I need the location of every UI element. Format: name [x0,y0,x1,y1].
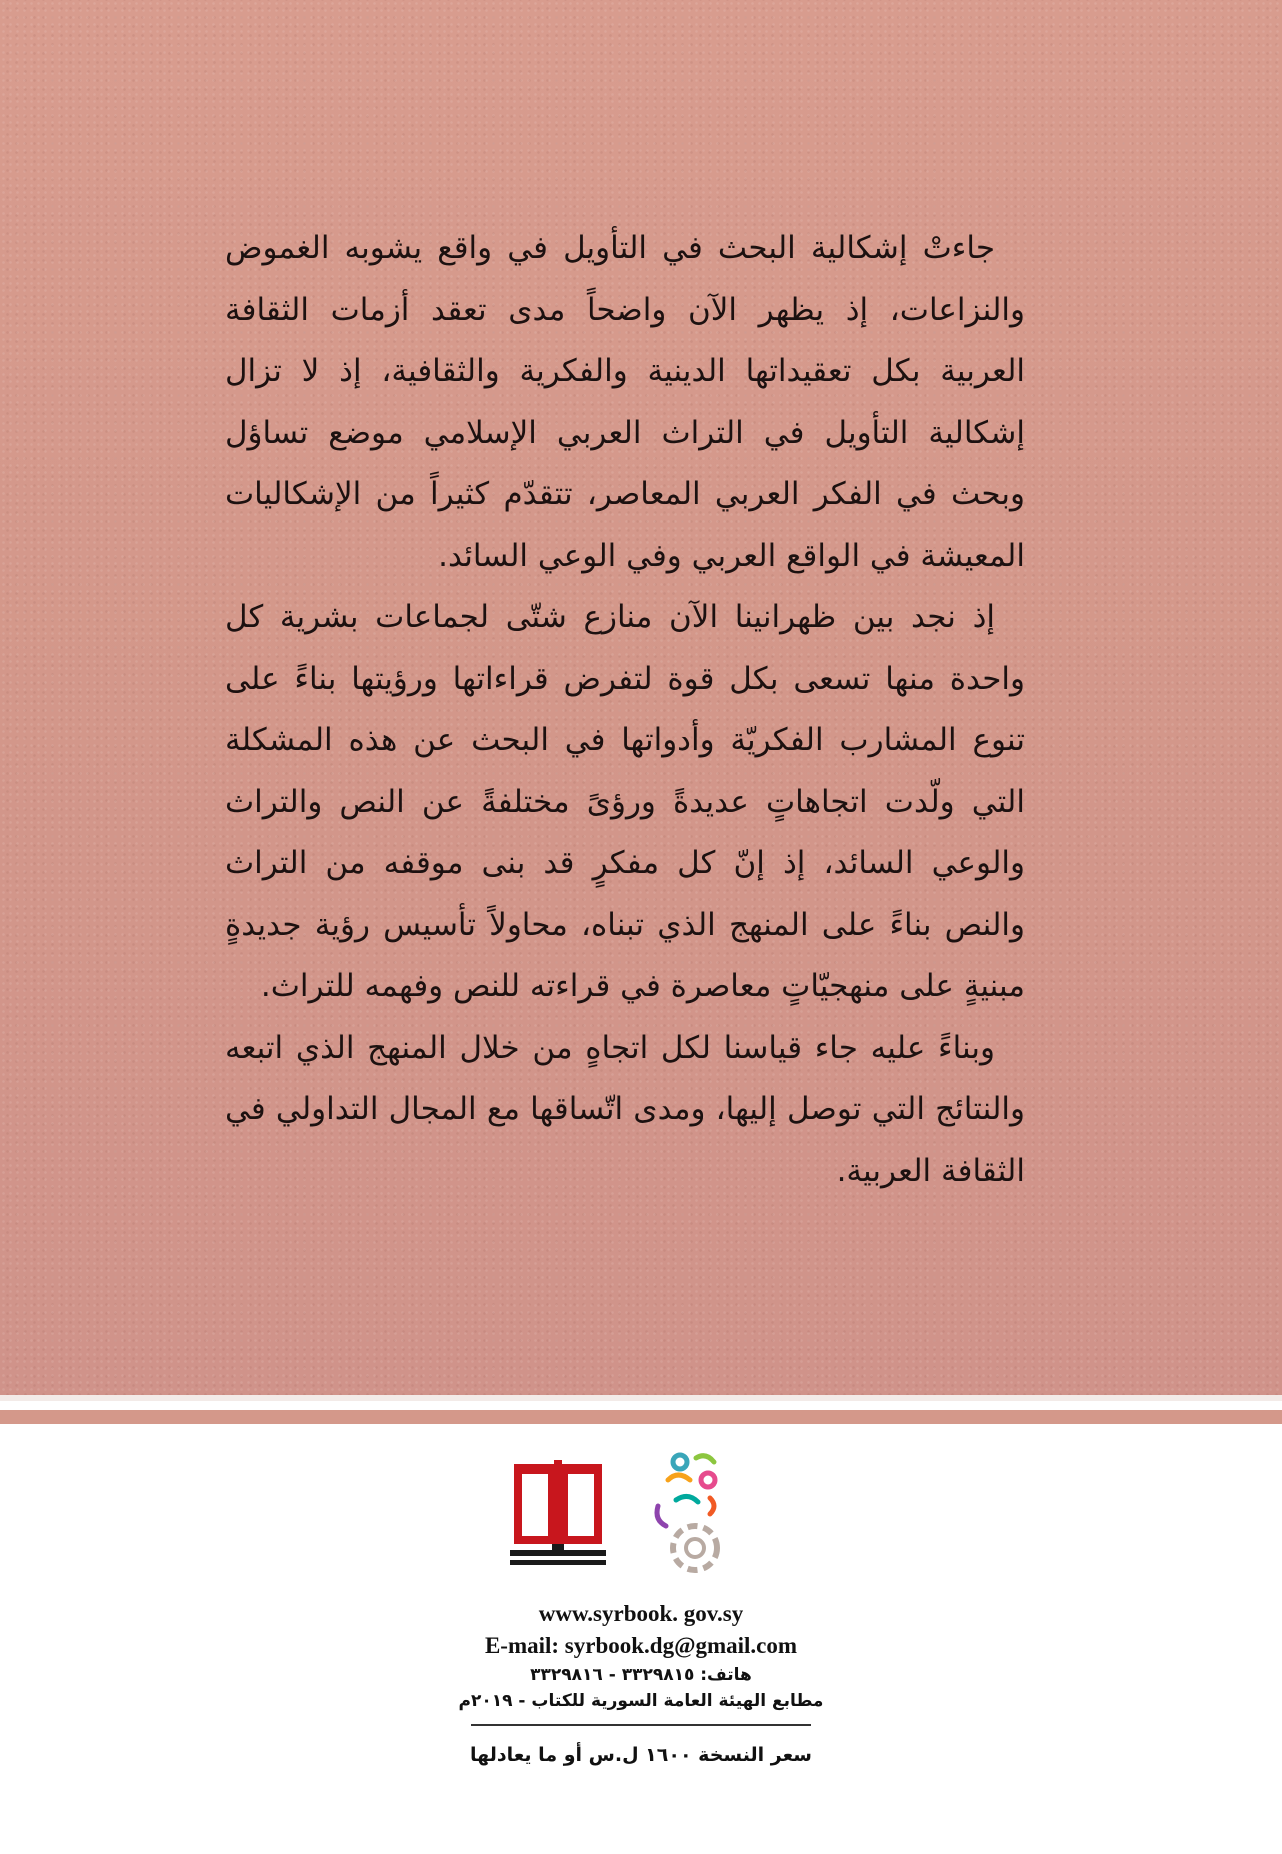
blurb-paragraph-1: جاءتْ إشكالية البحث في التأويل في واقع يشوبه الغموض والنزاعات، إذ يظهر الآن واضحاً مدى تعقد أزمات الثقافة العربية بكل تعقيداتها الدينية والفكرية والثقافية، إذ لا تزال إشكالية التأويل في التراث العربي الإسلامي موضع تساؤل وبحث في الفكر العربي المعاصر، تتقدّم كثيراً من الإشكاليات المعيشة في الواقع العربي وفي الوعي السائد. [225,230,1025,574]
culture-ministry-logo-icon [650,1448,740,1588]
blurb-paragraph-3: وبناءً عليه جاء قياسنا لكل اتجاهٍ من خلال المنهج الذي اتبعه والنتائج التي توصل إليها، ومدى اتّساقها مع المجال التداولي في الثقافة العربية. [225,1029,1025,1189]
phone-numbers: هاتف: ٣٣٢٩٨١٥ - ٣٣٢٩٨١٦ [530,1665,752,1685]
printer-line: مطابع الهيئة العامة السورية للكتاب - ٢٠١٩م [458,1691,824,1711]
blurb-text [225,218,1025,1202]
open-book-icon [508,1456,608,1576]
logos-row [0,1448,1282,1598]
email-address[interactable]: E-mail: syrbook.dg@gmail.com [484,1633,798,1658]
price-line: سعر النسخة ١٦٠٠ ل.س أو ما يعادلها [470,1744,812,1766]
website-url[interactable]: www.syrbook. gov.sy [538,1601,744,1626]
publisher-footer [0,1598,1282,1770]
divider-stripe [0,1395,1282,1401]
blurb-paragraph-2: إذ نجد بين ظهرانينا الآن منازع شتّى لجماعات بشرية كل واحدة منها تسعى بكل قوة لتفرض قراءاتها ورؤيتها بناءً على تنوع المشارب الفكريّة وأدواتها في البحث عن هذه المشكلة التي ولّدت اتجاهاتٍ عديدةً ورؤىً مختلفةً عن النص والتراث والوعي السائد، إذ إنّ كل مفكرٍ قد بنى موقفه من التراث والنص بناءً على المنهج الذي تبناه، محاولاً تأسيس رؤية جديدةٍ مبنيةٍ على منهجيّاتٍ معاصرة في قراءته للنص وفهمه للتراث. [225,599,1025,1004]
footer-divider [471,1724,811,1726]
accent-stripe [0,1410,1282,1424]
